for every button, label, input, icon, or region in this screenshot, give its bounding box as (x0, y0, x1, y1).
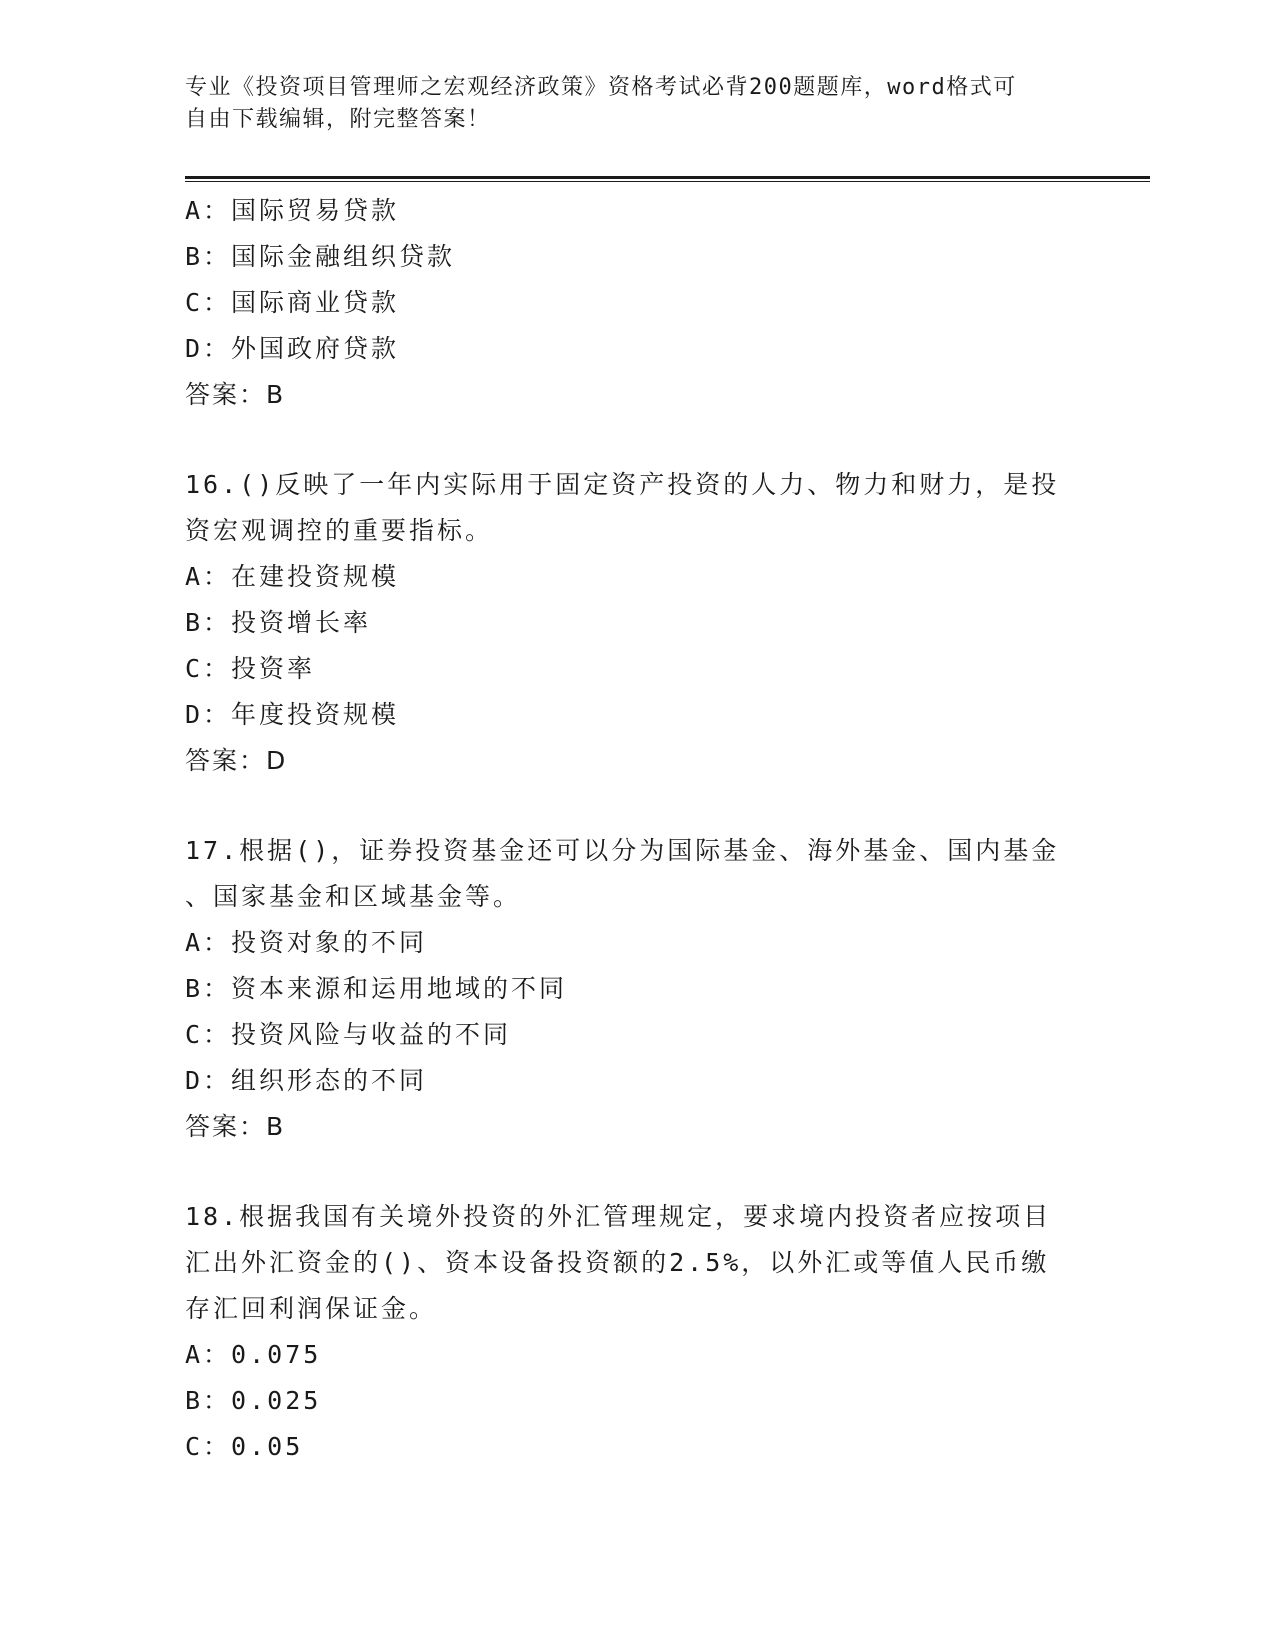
question-stem-line: 汇出外汇资金的()、资本设备投资额的2.5%，以外汇或等值人民币缴 (185, 1248, 1050, 1277)
question-18 (185, 1194, 1085, 1470)
header-divider-thin (185, 181, 1150, 182)
header-line-1: 专业《投资项目管理师之宏观经济政策》资格考试必背200题题库，word格式可 (185, 75, 1017, 100)
answer-line: 答案：B (185, 1112, 286, 1141)
option-c: C：国际商业贷款 (185, 288, 400, 317)
option-b: B：投资增长率 (185, 608, 372, 637)
question-stem-line: 18.根据我国有关境外投资的外汇管理规定，要求境内投资者应按项目 (185, 1202, 1052, 1231)
option-a: A：在建投资规模 (185, 562, 400, 591)
option-c: C：投资风险与收益的不同 (185, 1020, 512, 1049)
question-stem-line: 16.()反映了一年内实际用于固定资产投资的人力、物力和财力，是投 (185, 470, 1060, 499)
option-d: D：组织形态的不同 (185, 1066, 428, 1095)
question-stem-line: 、国家基金和区域基金等。 (185, 882, 522, 911)
answer-line: 答案：B (185, 380, 286, 409)
option-b: B：资本来源和运用地域的不同 (185, 974, 568, 1003)
question-17 (185, 828, 1085, 1150)
question-stem-line: 17.根据()，证券投资基金还可以分为国际基金、海外基金、国内基金 (185, 836, 1060, 865)
option-d: D：外国政府贷款 (185, 334, 400, 363)
question-stem-line: 存汇回利润保证金。 (185, 1294, 438, 1323)
answer-line: 答案：D (185, 746, 288, 775)
option-c: C：投资率 (185, 654, 316, 683)
spacer (185, 418, 1085, 462)
option-a: A：0.075 (185, 1340, 322, 1369)
question-16 (185, 462, 1085, 784)
option-a: A：国际贸易贷款 (185, 196, 400, 225)
option-b: B：0.025 (185, 1386, 322, 1415)
question-list (185, 188, 1085, 1470)
option-d: D：年度投资规模 (185, 700, 400, 729)
question-15 (185, 188, 1085, 418)
question-stem-line: 资宏观调控的重要指标。 (185, 516, 494, 545)
spacer (185, 1150, 1085, 1194)
document-header (185, 72, 1085, 136)
option-a: A：投资对象的不同 (185, 928, 428, 957)
option-b: B：国际金融组织贷款 (185, 242, 456, 271)
option-c: C：0.05 (185, 1432, 304, 1461)
header-divider-thick (185, 176, 1150, 179)
header-line-2: 自由下载编辑，附完整答案！ (185, 107, 491, 132)
spacer (185, 784, 1085, 828)
